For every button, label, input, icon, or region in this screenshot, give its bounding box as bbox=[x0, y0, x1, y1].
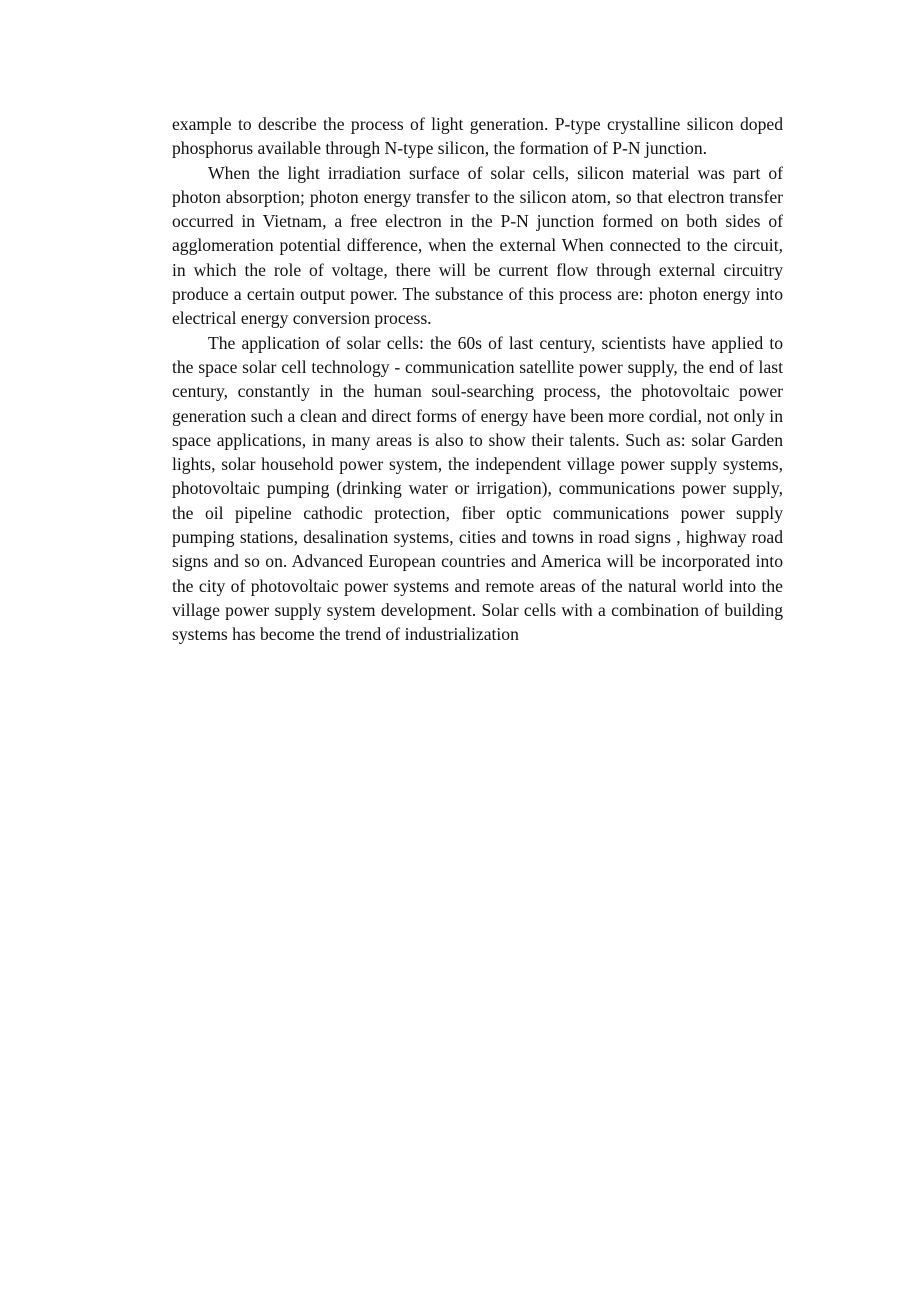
document-body bbox=[172, 112, 783, 647]
paragraph-light-irradiation: When the light irradiation surface of solar cells, silicon material was part of photon absorption; photon energy transfer to the silicon atom, so that electron transfer occurred in Vietnam, a free electron in the P-N junction formed on both sides of agglomeration potential difference, when the external When connected to the circuit, in which the role of voltage, there will be current flow through external circuitry produce a certain output power. The substance of this process are: photon energy into electrical energy conversion process. bbox=[172, 162, 783, 329]
paragraph-continued: example to describe the process of light generation. P-type crystalline silicon doped phosphorus available through N-type silicon, the formation of P-N junction. bbox=[172, 114, 783, 159]
paragraph-solar-applications: The application of solar cells: the 60s of last century, scientists have applied to the space solar cell technology - communication satellite power supply, the end of last century, constantly in the human soul-searching process, the photovoltaic power generation such a clean and direct forms of energy have been more cordial, not only in space applications, in many areas is also to show their talents. Such as: solar Garden lights, solar household power system, the independent village power supply systems, photovoltaic pumping (drinking water or irrigation), communications power supply, the oil pipeline cathodic protection, fiber optic communications power supply pumping stations, desalination systems, cities and towns in road signs , highway road signs and so on. Advanced European countries and America will be incorporated into the city of photovoltaic power systems and remote areas of the natural world into the village power supply system development. Solar cells with a combination of building systems has become the trend of industrialization bbox=[172, 332, 783, 645]
